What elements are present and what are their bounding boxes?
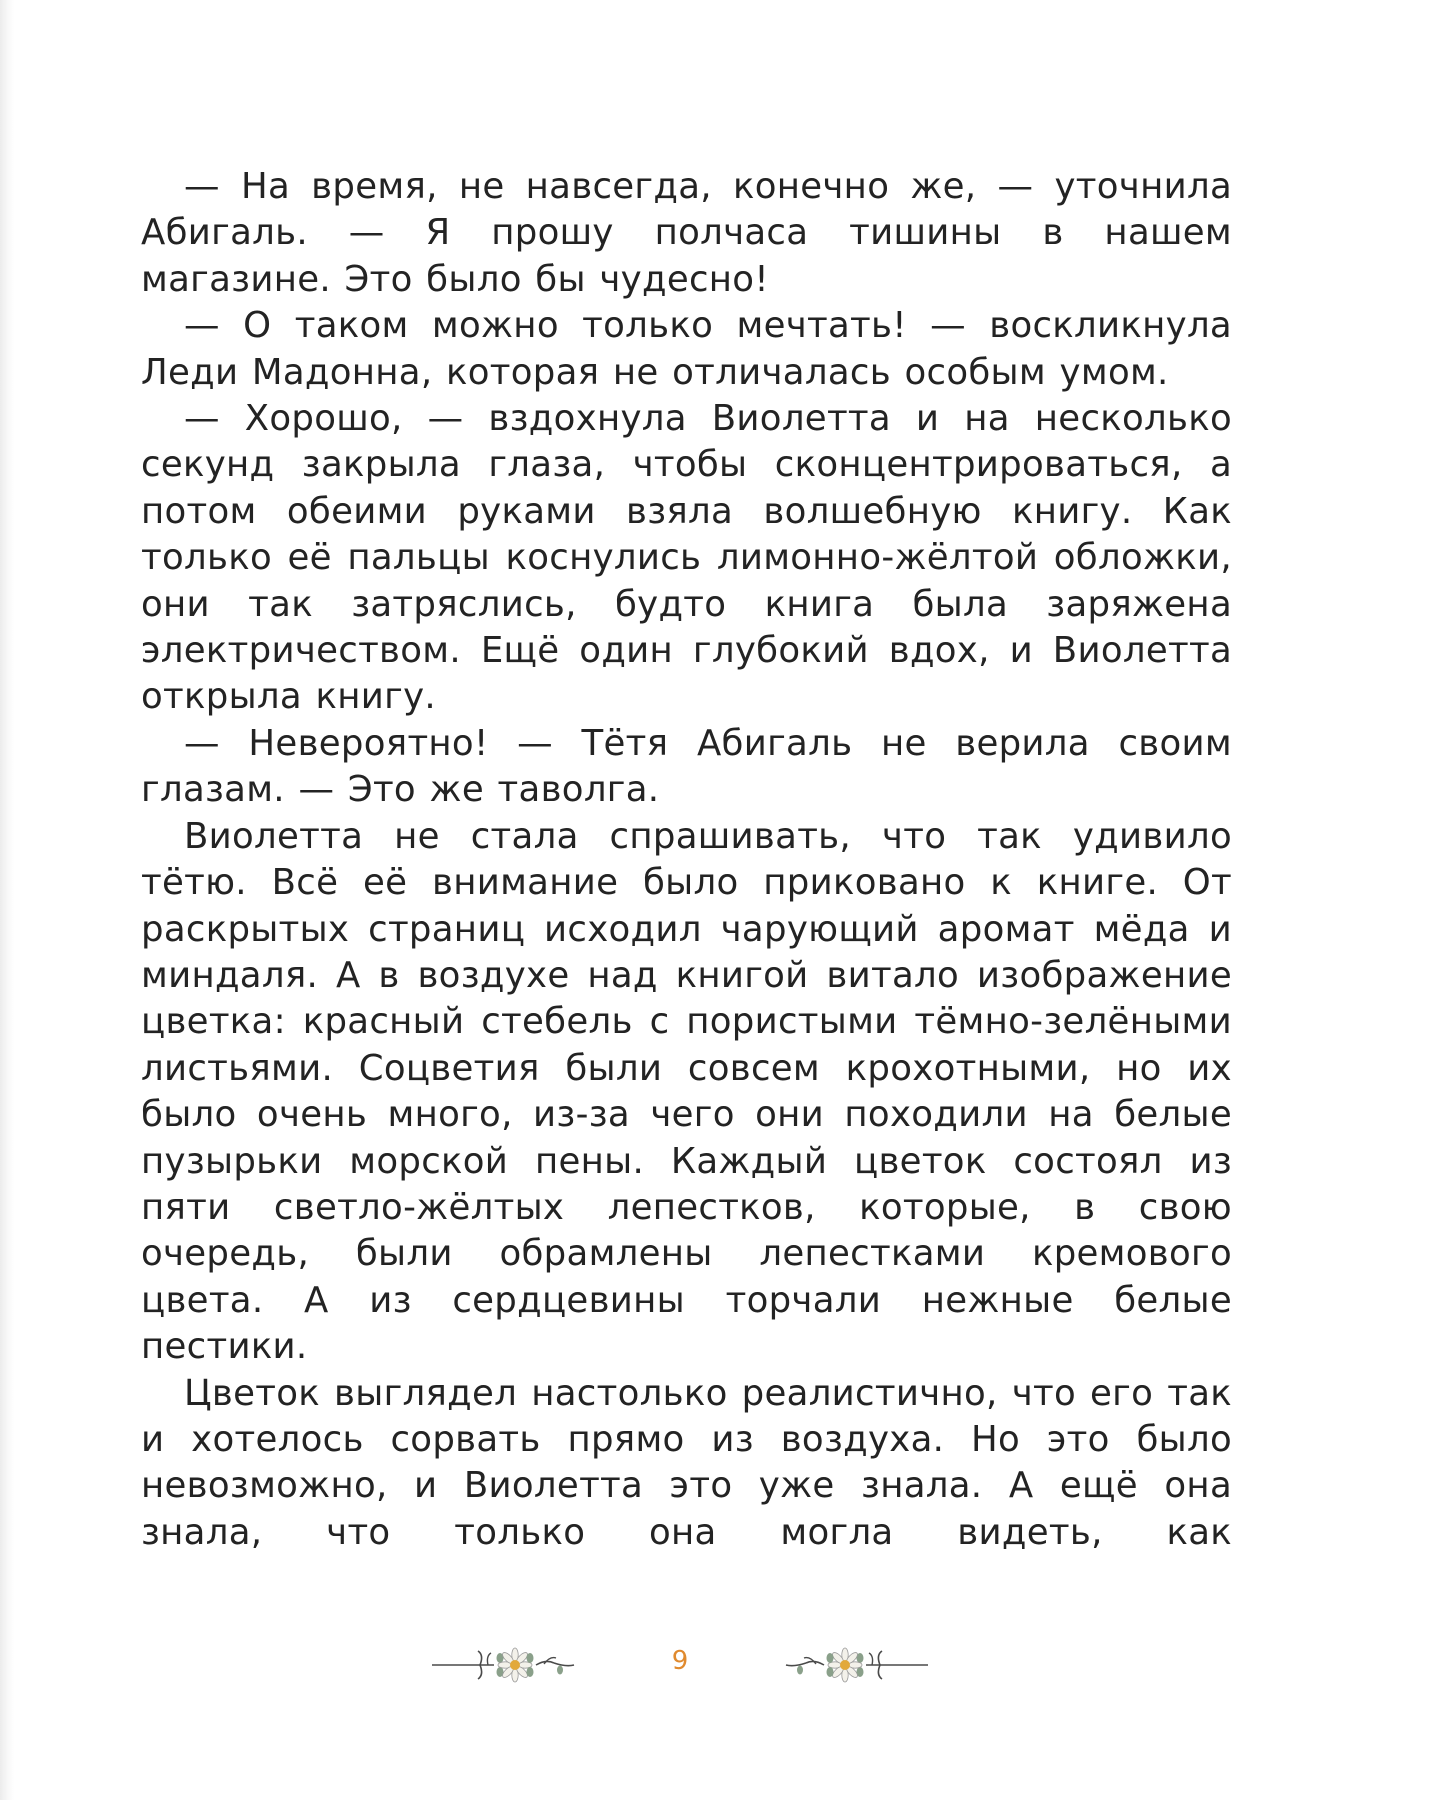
flourish-with-daisy-icon <box>430 1640 600 1690</box>
paragraph: — На время, не навсегда, конечно же, — уточнила Абигаль. — Я прошу полчаса тишины в нашем магазине. Это было бы чудесно! <box>141 166 1232 300</box>
paragraph: — Хорошо, — вздохнула Виолетта и на несколько секунд закрыла глаза, чтобы сконцентрироваться, а потом обеими руками взяла волшебную книгу. Как только её пальцы коснулись лимонно-жёлтой обложки, они так затряслись, будто книга была заряжена электричеством. Ещё один глубокий вдох, и Виолетта открыла книгу. <box>141 398 1232 718</box>
paragraph: Цветок выглядел настолько реалистично, что его так и хотелось сорвать прямо из воздуха. Но это было невозможно, и Виолетта это уже знала. А ещё она знала, что только она могла видеть, как <box>141 1372 1232 1553</box>
page-footer <box>430 1630 930 1700</box>
page-number: 9 <box>671 1646 689 1676</box>
flourish-with-daisy-icon <box>760 1640 930 1690</box>
paragraph: — Невероятно! — Тётя Абигаль не верила своим глазам. — Это же таволга. <box>141 722 1232 811</box>
page-edge-shadow <box>0 0 14 1800</box>
paragraph: — О таком можно только мечтать! — воскликнула Леди Мадонна, которая не отличалась особым умом. <box>141 305 1232 393</box>
paragraph: Виолетта не стала спрашивать, что так удивило тётю. Всё её внимание было приковано к книге. От раскрытых страниц исходил чарующий аромат мёда и миндаля. А в воздухе над книгой витало изображение цветка: красный стебель с пористыми тёмно-зелёными листьями. Соцветия были совсем крохотными, но их было очень много, из-за чего они походили на белые пузырьки морской пены. Каждый цветок состоял из пяти светло-жёлтых лепестков, которые, в свою очередь, были обрамлены лепестками кремового цвета. А из сердцевины торчали нежные белые пестики. <box>141 815 1232 1368</box>
body-text <box>141 164 1232 1556</box>
